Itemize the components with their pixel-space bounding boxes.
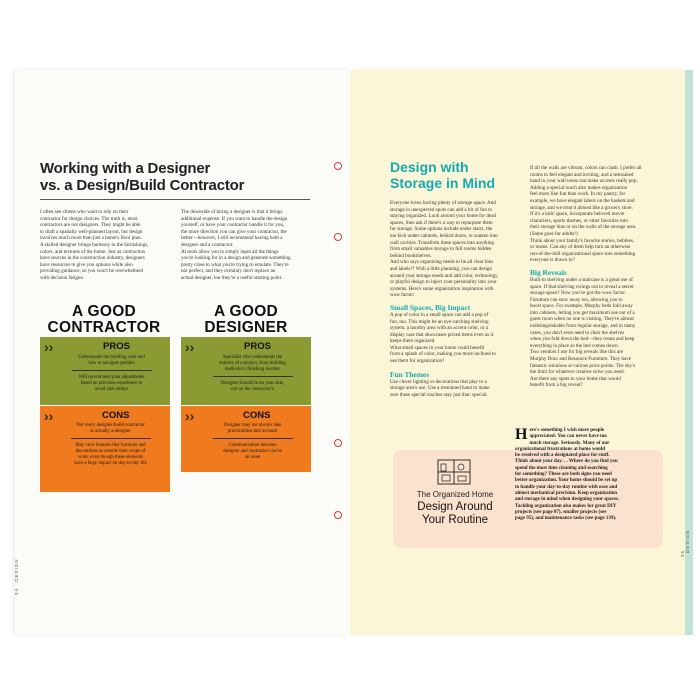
contractor-pros-box: [40, 337, 170, 405]
designer-heading-line1: A GOOD: [213, 303, 279, 320]
body-text-line: If all the walls are vibrant, colors can clash. I prefer all: [530, 165, 642, 171]
body-text-line: (Same goes for adults!): [530, 230, 578, 237]
body-text-line: A skilled designer brings harmony to the furnishings,: [40, 241, 149, 248]
item-divider: [213, 376, 293, 377]
callout-dropcap: H: [515, 426, 528, 443]
left-footer: [14, 558, 19, 595]
list-item-line: Not every designer/build contractor: [76, 423, 145, 428]
body-text-line: providing guidance, so you won't be overwhelmed: [40, 268, 143, 275]
right-title-line1: Design with: [390, 159, 469, 175]
body-text-line: What small spaces in your home could benefit: [390, 344, 485, 351]
callout-text-line: to handle your day-to-day routine with ease and: [515, 484, 618, 490]
list-item-line: have a huge impact on day-to-day life: [74, 460, 147, 466]
callout-text-line: and storage in mind when designing your spaces.: [515, 497, 620, 503]
body-text-line: or playful design to inject your personality into your: [390, 279, 497, 286]
item-divider: [71, 438, 151, 439]
body-text-line: Think about your family's favorite stories, hobbies,: [530, 237, 635, 244]
body-text-line: space. If that shelving swings out to reveal a secret: [530, 283, 634, 290]
body-text-line: characters, sports themes, or other favorites into: [530, 217, 628, 224]
body-text-line: The downside of hiring a designer is that it brings: [181, 209, 283, 215]
body-text-line: from small valuables storage to full rooms hidden: [390, 246, 492, 253]
item-divider: [72, 370, 152, 371]
list-item-line: work, even though these elements: [77, 454, 144, 460]
designer-pros-box: [181, 337, 311, 405]
callout-kicker: The Organized Home: [416, 490, 494, 499]
list-item-line: not on the contractor's: [231, 386, 274, 392]
list-item-line: practicalities into account: [227, 429, 278, 434]
body-text-line: and labels?! With a little planning, you can design: [390, 265, 492, 272]
body-text-line: Use clever lighting or decorations that play to a: [390, 378, 487, 385]
right-page-title: [390, 160, 530, 191]
list-item: [54, 375, 169, 393]
contractor-cons-list: [52, 423, 169, 471]
body-text-line: for storage. Some options include under stairs, the: [390, 226, 493, 233]
chevron-right-icon: ››: [44, 408, 54, 424]
callout-text-line: page 95), and maintenance tasks (see page 139).: [515, 516, 617, 522]
body-text-line: cases, you don't even need to clear the shelves: [530, 329, 625, 336]
body-text-line: yourself, or have your contractor handle it for you,: [181, 222, 285, 229]
callout-first-line: ere's something I wish more people: [529, 428, 605, 433]
list-item-line: Designer should be on your side,: [220, 380, 285, 386]
body-text-line: Adding a special touch also makes organization: [530, 184, 628, 191]
callout-text-line: spend the most time cleaning and searching: [515, 465, 608, 471]
body-text-line: wall cavities. Transform these spaces into anything: [390, 239, 494, 246]
chevron-right-icon: ››: [44, 339, 54, 355]
list-item: [195, 443, 310, 461]
body-text-line: At tools allow you to simply input all the things: [181, 248, 279, 255]
body-text-line: wow factor:: [390, 292, 415, 299]
binder-ring-icon: [334, 511, 342, 519]
callout-text-line: much storage. Seriously. Many of our: [529, 440, 610, 446]
callout-text-line: Think about your day. . . Where do you find you: [515, 459, 618, 465]
body-text-line: feel more like fun than work. In my pantry, for: [530, 191, 626, 198]
body-text-line: the more direction you can give your contractor, the: [181, 228, 287, 235]
callout-text-line: better organization. Your home should be set up: [515, 478, 618, 484]
right-intro-text: [390, 200, 530, 299]
fun-themes-text: [390, 379, 530, 399]
list-item: [52, 443, 169, 467]
binder-ring-icon: [334, 233, 342, 241]
body-text-line: with decision fatigue.: [40, 274, 84, 281]
body-text-line: Two vendors I use for big reveals like this are: [530, 349, 624, 356]
body-text-line: system, a laundry area with an accent color, or a: [390, 325, 489, 332]
list-item-line: Designer may not always take: [223, 423, 282, 428]
list-item-line: entirety of a project, from building: [219, 361, 286, 366]
callout-text-line: projects (see page 87), smaller projects (see: [515, 509, 607, 515]
body-text-line: have resources to give you options while also: [40, 261, 133, 268]
contractor-heading-line2: CONTRACTOR: [47, 319, 161, 336]
body-text-line: from a splash of color, making you more inclined to: [390, 351, 496, 358]
callout-body: [515, 428, 661, 522]
body-text-line: storage in unexpected spots can add a bit of fun to: [390, 206, 493, 213]
good-contractor-heading: [38, 304, 170, 336]
right-section-label: DESIGN: [685, 529, 690, 553]
list-item-line: an issue: [244, 454, 261, 460]
body-text-line: the limit for whatever creative solve you need.: [530, 369, 625, 376]
body-text-line: run-of-the-mill organizational space into something: [530, 250, 636, 257]
body-text-line: everything in place as the bed comes down.: [530, 342, 619, 349]
designer-heading-line2: DESIGNER: [204, 319, 288, 336]
left-body-column-1: [40, 209, 178, 282]
right-col2-text: [530, 165, 678, 264]
body-text-line: example, we have elegant labels on the baskets and: [530, 197, 635, 204]
chevron-right-icon: ››: [185, 408, 195, 424]
body-text-line: hand in your wall tones can make accents really pop.: [530, 178, 638, 185]
body-text-line: A pop of color in a small space can add a pop of: [390, 311, 489, 318]
body-text-line: when you fold down the bed—they rotate and keep: [530, 336, 635, 343]
body-text-line: Built-in shelving under a staircase is a great use of: [530, 276, 633, 283]
list-item: [195, 355, 310, 377]
left-page-title: [40, 160, 330, 194]
body-text-line: storage area's use. Use a restrained hand to make: [390, 385, 490, 392]
list-item: [195, 381, 310, 393]
organized-home-callout: [393, 426, 663, 548]
designer-pros-title: PROS: [244, 341, 271, 352]
callout-text-line: be resolved with a designated place for stuff.: [515, 453, 610, 459]
body-text-line: And who says organizing needs to be all clear bins: [390, 259, 494, 266]
body-text-line: fun, too. This might be an eye-catching shelving: [390, 318, 489, 325]
body-text-line: sure these special touches stay just that: special.: [390, 391, 488, 398]
binder-ring-icon: [334, 162, 342, 170]
body-text-line: storage space? Now you've got the wow factor.: [530, 290, 626, 297]
list-item: [54, 355, 169, 371]
body-text-line: into cabinets, letting you get maximum use out of a: [530, 309, 635, 316]
left-title-line1: Working with a Designer: [40, 160, 211, 177]
list-item-line: how to navigate permits: [88, 361, 135, 366]
list-item-line: designer and contractor can be: [223, 448, 282, 454]
left-page-number: 34: [14, 587, 19, 595]
right-footer: [680, 530, 690, 557]
right-column-1: [390, 200, 530, 398]
binder-ring-icon: [334, 439, 342, 447]
body-text-line: actual designer, but they're a useful starting point.: [181, 274, 283, 281]
left-body-column-2: [181, 209, 323, 282]
right-title-line2: Storage in Mind: [390, 174, 495, 191]
body-text-line: indistinguishable from regular storage, and in many: [530, 323, 636, 330]
body-text-line: you're looking for in a design and generate something: [181, 255, 291, 262]
body-text-line: their storage bins or on the walls of the storage area.: [530, 224, 637, 231]
body-text-line: or teams. Can any of them help turn an otherwise: [530, 244, 631, 251]
body-text-line: Everyone loves having plenty of storage space. And: [390, 200, 496, 206]
body-text-line: I often see clients who want to rely on their: [40, 209, 129, 215]
list-item-line: methods to finishing touches: [224, 367, 281, 372]
body-text-line: systems. Here's some organization inspiration with: [390, 285, 494, 292]
left-section-label: DESIGN: [14, 558, 19, 582]
list-item-line: Will recommend plan adjustments: [78, 374, 145, 380]
callout-text-line: almost mechanical precision. Keep organization: [515, 490, 617, 496]
body-text-line: pretty close to what you're trying to emulate. They're: [181, 261, 289, 268]
body-text-line: colors, and textures of the home. Just as contractors: [40, 248, 146, 255]
body-text-line: toe kick under cabinets, behind doors, or sunken into: [390, 232, 498, 239]
title-divider: [40, 199, 310, 200]
list-item: [195, 423, 310, 439]
body-text-line: storage, and we treat it almost like a grocery store.: [530, 204, 633, 211]
designer-cons-title: CONS: [243, 410, 271, 421]
small-spaces-heading: Small Spaces, Big Impact: [390, 302, 471, 312]
list-item-line: Understands the building code and: [78, 355, 145, 360]
callout-title-line1: Design Around: [417, 501, 493, 513]
callout-text-line: appreciated: You can never have too: [529, 434, 607, 440]
body-text-line: fantastic solutions at various price points. The sky's: [530, 362, 635, 369]
left-title-line2: vs. a Design/Build Contractor: [40, 177, 245, 194]
small-spaces-text: [390, 312, 530, 365]
list-item-line: based on previous experience to: [80, 380, 143, 386]
list-item: [52, 423, 169, 439]
body-text-line: display case that showcases prized items even as it: [390, 331, 494, 338]
list-item-line: Specialist who understands the: [222, 355, 283, 360]
body-text-line: Murphy Door and Resource Furniture. They have: [530, 356, 632, 363]
body-text-line: benefit from a big reveal?: [530, 382, 583, 389]
body-text-line: designer and a contractor.: [181, 241, 234, 248]
list-item-line: avoid later delays: [94, 386, 129, 392]
body-text-line: additional expense. If you want to handle the design: [181, 215, 288, 222]
list-item-line: decorations as outside their scope of: [75, 448, 146, 454]
right-page-number: 35: [680, 549, 685, 557]
body-text-line: keeps them organized.: [390, 338, 436, 345]
body-text-line: Furniture can stow away too, allowing you to: [530, 296, 623, 303]
body-text-line: spaces, then ask if there's a way to repurpose them: [390, 219, 493, 226]
body-text-line: involves much more than just a home's floor plan.: [40, 235, 142, 242]
body-text-line: use them for organization?: [390, 358, 445, 365]
callout-title: [401, 501, 509, 527]
designer-cons-list: [195, 423, 310, 465]
callout-text-line: organizational frustrations at home would: [515, 446, 605, 452]
right-column-2: [530, 165, 678, 389]
callout-title-line2: Your Routine: [421, 514, 489, 526]
big-reveals-text: [530, 277, 678, 389]
designer-pros-list: [195, 355, 310, 397]
body-text-line: to draft a spatially well-planned layout, but design: [40, 228, 143, 235]
body-text-line: If it's a kids' space, incorporate beloved movie: [530, 211, 625, 218]
body-text-line: around your storage needs and add color, technology,: [390, 272, 499, 279]
good-designer-heading: [178, 304, 314, 336]
big-reveals-heading: Big Reveals: [530, 267, 567, 277]
contractor-cons-box: [40, 406, 170, 492]
contractor-pros-title: PROS: [103, 341, 130, 352]
body-text-line: staying organized. Look around your home for dead: [390, 213, 496, 220]
body-text-line: contractor for design choices. The truth is, most: [40, 215, 138, 222]
shelf-icon: [437, 459, 471, 485]
item-divider: [213, 438, 293, 439]
fun-themes-heading: Fun Themes: [390, 369, 430, 379]
callout-text-line: for something? These are both signs you need: [515, 472, 612, 478]
body-text-line: boost space. For example, Murphy beds fold away: [530, 303, 633, 310]
body-text-line: better—however, I still recommend having both a: [181, 235, 283, 242]
list-item-line: is actually a designer: [90, 429, 131, 434]
callout-text-line: Tackling organization also makes for great DIY: [515, 503, 617, 509]
chevron-right-icon: ››: [185, 339, 195, 355]
list-item-line: Communication between: [228, 442, 277, 448]
designer-cons-box: [181, 406, 311, 472]
list-item-line: May view features like furniture and: [75, 442, 146, 448]
body-text-line: everyone is drawn to?: [530, 257, 575, 264]
contractor-cons-title: CONS: [102, 410, 130, 421]
body-text-line: rooms to feel elegant and inviting, and a restrained: [530, 171, 634, 178]
body-text-line: guest room when no one is visiting. They're almost: [530, 316, 634, 323]
contractor-heading-line1: A GOOD: [71, 303, 137, 320]
contractor-pros-list: [54, 355, 169, 397]
body-text-line: behind bookshelves.: [390, 252, 432, 259]
body-text-line: not perfect, and they certainly don't replace an: [181, 268, 276, 275]
body-text-line: contractors are not designers. They might be able: [40, 222, 141, 229]
body-text-line: Are there any spots in your home that would: [530, 375, 621, 382]
callout-text: [515, 434, 661, 522]
body-text-line: have sources in the construction industry, designers: [40, 255, 145, 262]
